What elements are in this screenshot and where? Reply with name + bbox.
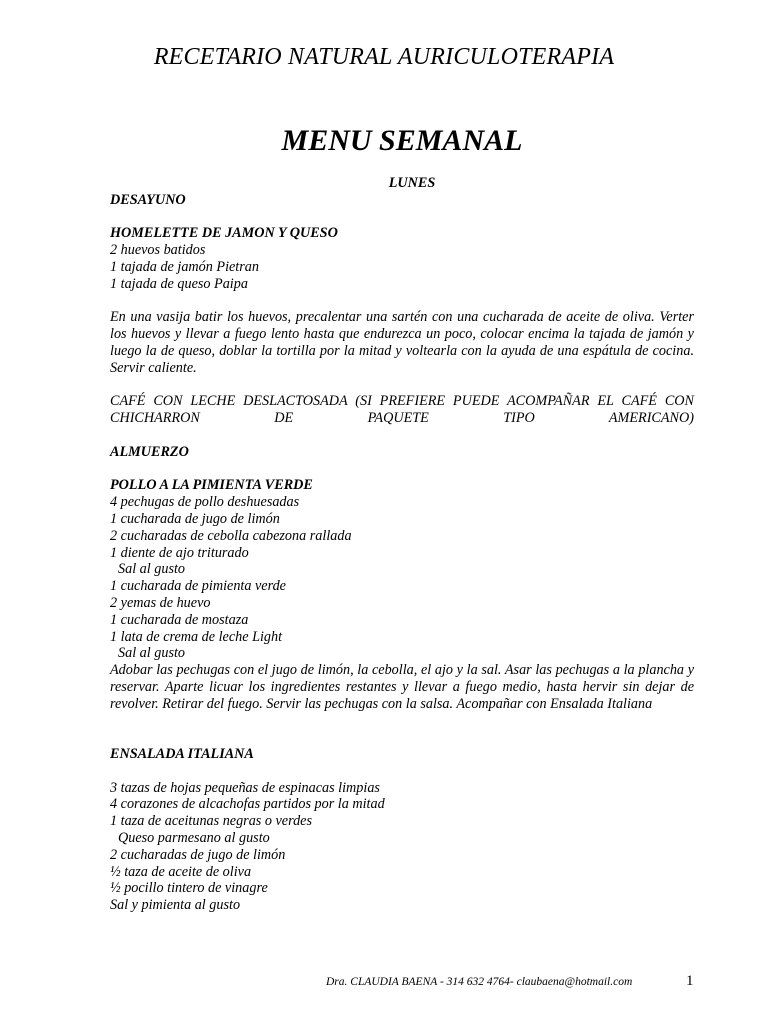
ingredient-line: 2 cucharadas de cebolla cabezona rallada — [110, 527, 352, 544]
recipe-title-pollo: POLLO A LA PIMIENTA VERDE — [110, 477, 313, 494]
ingredient-line: 1 tajada de queso Paipa — [110, 275, 248, 292]
ingredient-line: ½ taza de aceite de oliva — [110, 863, 252, 880]
recipe-instructions-homelette: En una vasija batir los huevos, precalentar una sartén con una cucharada de aceite de oliva. Verter los huevos y llevar a fuego lento hasta que endurezca un poco, colocar encima la tajada de jamón y luego la de queso, doblar la tortilla por la mitad y voltearla con la ayuda de una espátula de cocina. Servir caliente. — [110, 309, 694, 376]
section-heading-desayuno: DESAYUNO — [110, 191, 186, 208]
recipe-title-homelette: HOMELETTE DE JAMON Y QUESO — [110, 225, 338, 242]
ingredient-line: 4 pechugas de pollo deshuesadas — [110, 494, 300, 511]
section-heading-almuerzo: ALMUERZO — [110, 443, 189, 460]
recipe-instructions-pollo: Adobar las pechugas con el jugo de limón, la cebolla, el ajo y la sal. Asar las pechugas a la plancha y reservar. Aparte licuar los ingredientes restantes y llevar a fuego medio, hasta hervir sin dejar de revolver. Retirar del fuego. Servir las pechugas con la salsa. Acompañar con Ensalada Italiana — [110, 662, 694, 712]
document-body — [110, 175, 694, 914]
ingredient-line: 1 cucharada de mostaza — [110, 611, 249, 628]
ingredient-line: Queso parmesano al gusto — [118, 830, 270, 847]
ingredient-line: Sal y pimienta al gusto — [110, 897, 241, 914]
ingredient-line: 1 taza de aceitunas negras o verdes — [110, 813, 313, 830]
ingredient-line: ½ pocillo tintero de vinagre — [110, 880, 268, 897]
recipe-title-ensalada: ENSALADA ITALIANA — [110, 746, 254, 763]
page-number: 1 — [686, 973, 694, 989]
ingredient-line: 2 cucharadas de jugo de limón — [110, 846, 286, 863]
ingredient-line: Sal al gusto — [118, 645, 186, 662]
ingredient-line: 1 tajada de jamón Pietran — [110, 258, 259, 275]
ingredient-line: 3 tazas de hojas pequeñas de espinacas limpias — [110, 779, 380, 796]
ingredient-line: 2 yemas de huevo — [110, 594, 211, 611]
ingredient-line: 1 cucharada de pimienta verde — [110, 578, 286, 595]
ingredient-line: 2 huevos batidos — [110, 242, 206, 259]
ingredient-line: Sal al gusto — [118, 561, 186, 578]
ingredient-line: 4 corazones de alcachofas partidos por la mitad — [110, 796, 385, 813]
footer-contact: Dra. CLAUDIA BAENA - 314 632 4764- claubaena@hotmail.com — [326, 976, 633, 988]
ingredient-line: 1 lata de crema de leche Light — [110, 628, 283, 645]
document-title: RECETARIO NATURAL AURICULOTERAPIA — [153, 44, 615, 70]
ingredient-line: 1 cucharada de jugo de limón — [110, 510, 280, 527]
menu-title: MENU SEMANAL — [281, 124, 523, 157]
ingredient-line: 1 diente de ajo triturado — [110, 544, 249, 561]
drink-note: CAFÉ CON LECHE DESLACTOSADA (SI PREFIERE PUEDE ACOMPAÑAR EL CAFÉ CON CHICHARRON DE PAQUETE TIPO AMERICANO) — [110, 393, 694, 427]
day-heading: LUNES — [388, 175, 436, 191]
